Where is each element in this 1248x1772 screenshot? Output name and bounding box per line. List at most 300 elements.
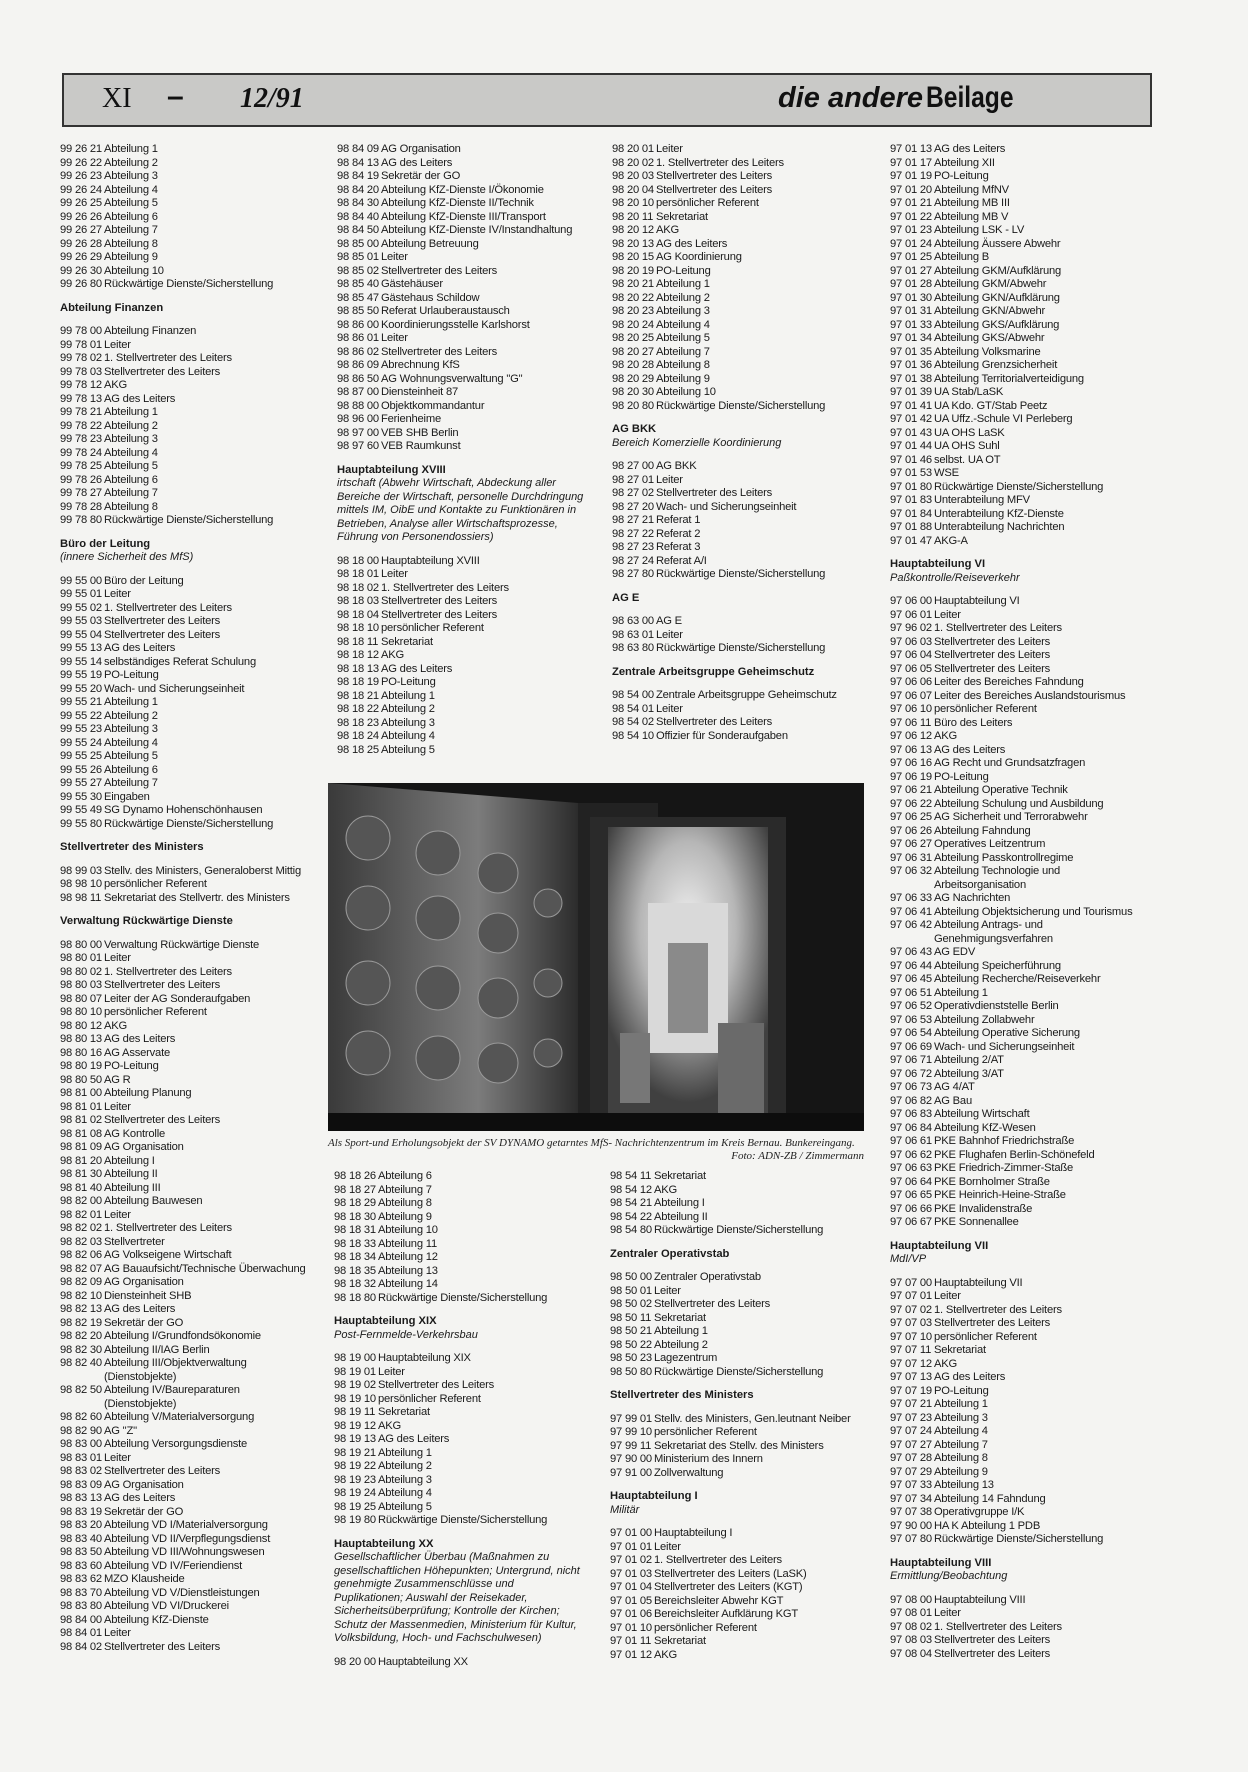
entry-label: Abteilung GKM/Abwehr xyxy=(934,278,1047,290)
entry-label: Stellv. des Ministers, Gen.leutnant Neiber xyxy=(654,1412,851,1425)
entry-label: Rückwärtige Dienste/Sicherstellung xyxy=(104,278,274,290)
entry-label: Abteilung II xyxy=(104,1168,158,1180)
entry-code: 98 88 00 xyxy=(337,399,379,412)
directory-entry xyxy=(890,400,1140,414)
section-subtitle: Paßkontrolle/Reiseverkehr xyxy=(890,571,1020,584)
entry-label: Abteilung 9 xyxy=(104,251,158,263)
section-heading: Hauptabteilung VI xyxy=(890,558,986,570)
entry-label: Hauptabteilung VIII xyxy=(934,1593,1026,1606)
entry-code: 97 06 61 xyxy=(890,1135,932,1147)
entry-label: Leiter xyxy=(104,1627,131,1639)
entry-code: 98 82 19 xyxy=(60,1316,102,1329)
entry-label: AG Koordinierung xyxy=(656,251,742,263)
directory-entry xyxy=(890,1122,1140,1136)
directory-entry xyxy=(612,541,862,555)
entry-code: 98 27 20 xyxy=(612,500,654,513)
entry-code: 97 06 62 xyxy=(890,1148,932,1161)
directory-entry xyxy=(60,1519,310,1533)
directory-entry xyxy=(610,1366,860,1380)
entry-label: Leiter der AG Sonderaufgaben xyxy=(104,992,251,1005)
entry-code: 98 86 01 xyxy=(337,332,379,344)
entry-label: PO-Leitung xyxy=(934,1384,989,1397)
entry-label: Abteilung 3 xyxy=(104,433,158,445)
entry-code: 97 91 00 xyxy=(610,1466,652,1479)
directory-entry xyxy=(890,1068,1140,1082)
directory-entry xyxy=(610,1527,860,1541)
entry-label: Abteilung 1 xyxy=(934,1398,988,1410)
directory-entry xyxy=(337,224,587,238)
entry-label: Abteilung 9 xyxy=(378,1210,432,1223)
directory-entry xyxy=(890,730,1140,744)
directory-entry xyxy=(612,278,862,292)
entry-label: Zollverwaltung xyxy=(654,1466,724,1479)
entry-code: 98 83 13 xyxy=(60,1492,102,1504)
entry-code: 98 81 20 xyxy=(60,1154,102,1167)
entry-code: 98 83 09 xyxy=(60,1478,102,1491)
entry-code: 99 55 03 xyxy=(60,615,102,627)
entry-code: 98 82 03 xyxy=(60,1235,102,1248)
directory-entry xyxy=(60,339,310,353)
entry-label: Abteilung 14 Fahndung xyxy=(934,1492,1046,1505)
entry-label: AG R xyxy=(104,1073,131,1086)
entry-label: Abteilung Wirtschaft xyxy=(934,1108,1030,1120)
entry-label: Abteilung 2 xyxy=(104,156,158,169)
directory-entry xyxy=(890,1520,1140,1534)
directory-entry xyxy=(60,1344,310,1358)
directory-entry xyxy=(334,1501,584,1515)
entry-label: 1. Stellvertreter des Leiters xyxy=(934,1620,1062,1633)
entry-code: 98 27 24 xyxy=(612,554,654,567)
entry-label: 1. Stellvertreter des Leiters xyxy=(104,1222,232,1234)
entry-code: 98 82 09 xyxy=(60,1276,102,1288)
entry-code: 97 08 01 xyxy=(890,1607,932,1619)
entry-label: Rückwärtige Dienste/Sicherstellung xyxy=(654,1224,824,1236)
section-heading: Hauptabteilung XX xyxy=(334,1537,434,1550)
entry-code: 97 01 20 xyxy=(890,183,932,196)
entry-label: Lagezentrum xyxy=(654,1352,718,1364)
entry-label: Sekretariat xyxy=(654,1311,706,1324)
entry-label: Sekretariat xyxy=(381,635,433,648)
directory-entry xyxy=(890,717,1140,731)
entry-label: Abteilung 8 xyxy=(104,500,158,513)
directory-entry xyxy=(60,615,310,629)
entry-code: 98 80 01 xyxy=(60,952,102,964)
entry-code: 97 01 10 xyxy=(610,1621,652,1634)
entry-label: UA Uffz.-Schule VI Perleberg xyxy=(934,413,1073,425)
entry-code: 99 78 27 xyxy=(60,487,102,499)
entry-label: Leiter xyxy=(656,473,683,486)
entry-code: 98 83 70 xyxy=(60,1586,102,1599)
entry-code: 98 20 19 xyxy=(612,264,654,277)
entry-label: Stellvertreter des Leiters xyxy=(656,170,773,182)
directory-entry xyxy=(60,278,310,292)
directory-entry xyxy=(890,305,1140,319)
entry-code: 99 55 22 xyxy=(60,709,102,722)
directory-entry xyxy=(60,514,310,528)
directory-entry xyxy=(60,251,310,265)
entry-label: persönlicher Referent xyxy=(934,1330,1037,1343)
page-number: XI xyxy=(102,83,132,114)
entry-label: Objektkommandantur xyxy=(381,399,485,412)
entry-code: 98 82 10 xyxy=(60,1289,102,1302)
entry-label: Leiter xyxy=(104,1208,131,1221)
entry-code: 98 83 19 xyxy=(60,1505,102,1518)
entry-label: Abteilung I xyxy=(654,1197,705,1209)
directory-entry xyxy=(337,703,587,717)
directory-entry xyxy=(890,1203,1140,1217)
directory-entry xyxy=(890,649,1140,663)
section-heading: Hauptabteilung VII xyxy=(890,1239,989,1252)
directory-entry xyxy=(890,1014,1140,1028)
directory-entry xyxy=(890,1385,1140,1399)
entry-code: 98 27 23 xyxy=(612,541,654,553)
entry-code: 98 81 01 xyxy=(60,1100,102,1113)
entry-code: 98 50 02 xyxy=(610,1298,652,1310)
publication-name: die andere xyxy=(778,82,924,114)
entry-code: 99 78 13 xyxy=(60,392,102,405)
entry-label: UA Stab/LaSK xyxy=(934,386,1004,398)
entry-label: Unterabteilung Nachrichten xyxy=(934,521,1065,533)
entry-label: Stellvertreter des Leiters xyxy=(934,635,1051,648)
entry-label: Abteilung Fahndung xyxy=(934,824,1031,837)
directory-entry xyxy=(890,933,1140,947)
directory-entry xyxy=(60,764,310,778)
directory-entry xyxy=(890,224,1140,238)
entry-code: 97 06 00 xyxy=(890,595,932,607)
directory-entry xyxy=(890,1398,1140,1412)
entry-label: PKE Bahnhof Friedrichstraße xyxy=(934,1135,1075,1147)
directory-entry xyxy=(60,501,310,515)
directory-entry xyxy=(890,825,1140,839)
entry-label: Abteilung Passkontrollregime xyxy=(934,851,1074,864)
entry-label: Leiter xyxy=(104,952,131,964)
directory-entry xyxy=(60,642,310,656)
directory-entry xyxy=(334,1393,584,1407)
entry-label: Abteilung 4 xyxy=(378,1487,432,1499)
entry-label: Abteilung 1 xyxy=(934,986,988,999)
entry-code: 98 83 00 xyxy=(60,1438,102,1450)
directory-entry xyxy=(610,1541,860,1555)
directory-entry xyxy=(337,143,587,157)
directory-entry xyxy=(337,609,587,623)
directory-entry xyxy=(337,595,587,609)
entry-code: 98 18 00 xyxy=(337,554,379,567)
entry-code: 98 82 30 xyxy=(60,1343,102,1356)
entry-code: 98 20 13 xyxy=(612,237,654,250)
entry-code: 98 83 01 xyxy=(60,1451,102,1464)
entry-code: 98 84 00 xyxy=(60,1613,102,1626)
entry-label: AKG-A xyxy=(934,534,968,547)
entry-label: (Dienstobjekte) xyxy=(104,1397,177,1410)
entry-code: 97 01 02 xyxy=(610,1554,652,1566)
directory-entry xyxy=(334,1406,584,1420)
directory-entry xyxy=(60,737,310,751)
directory-entry xyxy=(610,1271,860,1285)
directory-entry xyxy=(337,400,587,414)
directory-entry xyxy=(337,568,587,582)
entry-label: Stellvertreter des Leiters xyxy=(934,1317,1051,1329)
entry-code: 98 82 07 xyxy=(60,1262,102,1275)
directory-entry xyxy=(612,238,862,252)
entry-label: Abteilung VD VI/Druckerei xyxy=(104,1600,229,1612)
entry-label: Leiter xyxy=(656,628,683,641)
entry-code: 97 07 19 xyxy=(890,1384,932,1397)
entry-code: 97 01 47 xyxy=(890,534,932,547)
entry-label: Abteilung Grenzsicherheit xyxy=(934,359,1058,371)
directory-entry xyxy=(337,265,587,279)
entry-code: 97 06 63 xyxy=(890,1162,932,1174)
directory-entry xyxy=(337,730,587,744)
entry-code: 98 82 00 xyxy=(60,1195,102,1207)
entry-code: 98 84 19 xyxy=(337,170,379,182)
entry-label: PO-Leitung xyxy=(381,676,436,688)
entry-label: Referat 3 xyxy=(656,541,701,553)
entry-label: Wach- und Sicherungseinheit xyxy=(656,500,797,513)
directory-entry xyxy=(60,777,310,791)
directory-entry xyxy=(337,292,587,306)
entry-label: UA OHS Suhl xyxy=(934,440,1000,452)
entry-label: Abteilung Volksmarine xyxy=(934,345,1041,358)
entry-label: Sekretariat des Stellv. des Ministers xyxy=(654,1439,824,1452)
entry-code: 98 19 10 xyxy=(334,1392,376,1405)
entry-label: Abteilung 2 xyxy=(656,291,710,304)
entry-code: 98 85 47 xyxy=(337,291,379,304)
entry-code: 99 78 22 xyxy=(60,419,102,432)
entry-code: 98 63 00 xyxy=(612,615,654,627)
entry-code: 97 01 17 xyxy=(890,156,932,169)
entry-label: HA K Abteilung 1 PDB xyxy=(934,1519,1041,1532)
directory-entry xyxy=(612,373,862,387)
entry-label: Genehmigungsverfahren xyxy=(934,932,1053,945)
entry-code: 98 54 02 xyxy=(612,716,654,728)
directory-entry xyxy=(334,1170,584,1184)
directory-entry xyxy=(334,1265,584,1279)
directory-entry xyxy=(60,1141,310,1155)
entry-label: AG des Leiters xyxy=(381,156,453,169)
directory-entry xyxy=(60,696,310,710)
directory-entry xyxy=(612,292,862,306)
directory-entry xyxy=(334,1238,584,1252)
entry-label: UA Kdo. GT/Stab Peetz xyxy=(934,399,1048,412)
entry-label: Abteilung 4 xyxy=(104,446,158,459)
directory-entry xyxy=(610,1635,860,1649)
directory-entry xyxy=(60,1074,310,1088)
directory-entry xyxy=(60,352,310,366)
entry-code: 97 01 27 xyxy=(890,264,932,277)
column-2 xyxy=(337,143,587,757)
entry-label: Abteilung 1 xyxy=(656,278,710,290)
entry-label: Stellvertreter des Leiters xyxy=(104,1640,221,1653)
entry-label: Rückwärtige Dienste/Sicherstellung xyxy=(378,1514,548,1526)
entry-code: 97 06 66 xyxy=(890,1202,932,1215)
directory-entry xyxy=(60,1047,310,1061)
entry-code: 98 54 21 xyxy=(610,1197,652,1209)
entry-code: 98 50 11 xyxy=(610,1311,652,1324)
entry-label: AKG xyxy=(656,224,680,236)
entry-label: Abteilung 7 xyxy=(934,1438,988,1451)
entry-label: Abteilung Betreuung xyxy=(381,237,479,250)
entry-code: 97 01 30 xyxy=(890,291,932,304)
entry-code: 98 18 31 xyxy=(334,1224,376,1236)
section-subtitle: irtschaft (Abwehr Wirtschaft, Abdeckung aller Bereiche der Wirtschaft, personelle Durchdringung mittels IM, OibE und Kontakte zu Funktionären in Betrieben, Analyse aller Wirtschaftsprozesse, Führung von Personendossiers) xyxy=(337,477,584,543)
entry-code: 97 06 82 xyxy=(890,1094,932,1107)
directory-entry xyxy=(890,1493,1140,1507)
photo-caption xyxy=(328,1137,864,1163)
directory-entry xyxy=(334,1433,584,1447)
entry-code: 98 27 00 xyxy=(612,460,654,472)
directory-entry xyxy=(60,1060,310,1074)
entry-label: AKG xyxy=(654,1183,678,1196)
entry-code: 98 18 80 xyxy=(334,1291,376,1304)
entry-code: 98 54 00 xyxy=(612,689,654,701)
entry-label: Leiter xyxy=(381,332,408,344)
entry-label: Abteilung Territorialverteidigung xyxy=(934,372,1084,385)
entry-code: 98 18 27 xyxy=(334,1183,376,1196)
entry-label: AG des Leiters xyxy=(104,392,176,405)
directory-entry xyxy=(890,946,1140,960)
entry-code: 98 27 21 xyxy=(612,514,654,526)
entry-code: 98 83 40 xyxy=(60,1532,102,1545)
header-dash: – xyxy=(167,80,184,113)
directory-entry xyxy=(890,663,1140,677)
entry-label: Abteilung 3 xyxy=(104,170,158,182)
directory-entry xyxy=(337,359,587,373)
directory-entry xyxy=(890,595,1140,609)
directory-entry xyxy=(890,1108,1140,1122)
entry-label: Abteilung KfZ-Dienste II/Technik xyxy=(381,197,534,209)
entry-code: 98 50 22 xyxy=(610,1338,652,1351)
entry-code: 99 55 24 xyxy=(60,736,102,749)
directory-entry xyxy=(60,1168,310,1182)
entry-code: 99 55 21 xyxy=(60,696,102,708)
entry-label: Abteilung Objektsicherung und Tourismus xyxy=(934,905,1133,918)
entry-code: 98 82 06 xyxy=(60,1249,102,1261)
entry-label: Rückwärtige Dienste/Sicherstellung xyxy=(656,568,826,580)
directory-entry xyxy=(890,494,1140,508)
section-subtitle: Ermittlung/Beobachtung xyxy=(890,1570,1008,1582)
directory-entry xyxy=(60,1290,310,1304)
directory-entry xyxy=(334,1352,584,1366)
directory-entry xyxy=(610,1554,860,1568)
entry-code: 98 18 26 xyxy=(334,1170,376,1182)
entry-label: Wach- und Sicherungseinheit xyxy=(104,682,245,695)
entry-code: 98 19 13 xyxy=(334,1433,376,1445)
entry-label: Abteilung GKS/Aufklärung xyxy=(934,318,1060,331)
directory-entry xyxy=(612,197,862,211)
directory-entry xyxy=(890,1358,1140,1372)
entry-label: Abteilung 5 xyxy=(656,332,710,344)
directory-entry xyxy=(890,1607,1140,1621)
entry-code: 99 78 21 xyxy=(60,406,102,418)
entry-code: 97 06 06 xyxy=(890,676,932,688)
entry-code: 98 19 00 xyxy=(334,1352,376,1364)
entry-label: Abteilung 2 xyxy=(654,1338,708,1351)
entry-code: 99 55 26 xyxy=(60,763,102,776)
entry-code: 99 78 28 xyxy=(60,500,102,513)
entry-label: Leiter xyxy=(381,568,408,580)
entry-code: 97 01 33 xyxy=(890,318,932,331)
entry-code: 97 01 04 xyxy=(610,1581,652,1593)
directory-entry xyxy=(60,157,310,171)
entry-label: Abteilung 1 xyxy=(381,689,435,702)
directory-entry xyxy=(890,852,1140,866)
directory-entry xyxy=(612,170,862,184)
directory-entry xyxy=(612,642,862,656)
directory-entry xyxy=(60,184,310,198)
entry-code: 98 19 23 xyxy=(334,1473,376,1486)
entry-label: AG Organisation xyxy=(104,1141,184,1153)
directory-entry xyxy=(890,508,1140,522)
entry-label: Zentrale Arbeitsgruppe Geheimschutz xyxy=(656,689,837,701)
directory-entry xyxy=(60,1465,310,1479)
entry-code: 98 87 00 xyxy=(337,386,379,398)
entry-code: 98 20 25 xyxy=(612,332,654,344)
entry-code: 98 81 08 xyxy=(60,1127,102,1140)
entry-label: Ministerium des Innern xyxy=(654,1453,763,1465)
entry-code: 98 20 10 xyxy=(612,197,654,209)
entry-label: Unterabteilung KfZ-Dienste xyxy=(934,507,1064,520)
entry-code: 98 27 02 xyxy=(612,487,654,499)
entry-label: Abteilung 9 xyxy=(656,372,710,385)
entry-code: 97 07 21 xyxy=(890,1398,932,1410)
entry-code: 97 01 28 xyxy=(890,278,932,290)
directory-entry xyxy=(890,1466,1140,1480)
directory-entry xyxy=(337,622,587,636)
entry-code: 98 18 10 xyxy=(337,622,379,634)
directory-entry xyxy=(890,467,1140,481)
entry-label: Abteilung IV/Baureparaturen xyxy=(104,1384,240,1396)
directory-entry xyxy=(60,325,310,339)
entry-code: 98 18 25 xyxy=(337,743,379,756)
entry-code: 99 26 22 xyxy=(60,156,102,169)
entry-label: Abteilung Schulung und Ausbildung xyxy=(934,797,1104,810)
entry-code: 98 82 20 xyxy=(60,1330,102,1342)
entry-label: Abteilung III xyxy=(104,1181,161,1194)
directory-entry xyxy=(60,1641,310,1655)
entry-code: 98 18 02 xyxy=(337,581,379,594)
entry-label: PKE Heinrich-Heine-Straße xyxy=(934,1189,1066,1201)
entry-code: 99 55 30 xyxy=(60,790,102,803)
directory-entry xyxy=(610,1440,860,1454)
entry-label: Stellvertreter des Leiters xyxy=(381,264,498,277)
directory-entry xyxy=(60,1020,310,1034)
entry-code: 98 82 50 xyxy=(60,1384,102,1396)
entry-label: Rückwärtige Dienste/Sicherstellung xyxy=(104,817,274,830)
directory-entry xyxy=(337,332,587,346)
entry-label: Rückwärtige Dienste/Sicherstellung xyxy=(378,1291,548,1304)
directory-entry xyxy=(890,1027,1140,1041)
entry-label: Abteilung 2/AT xyxy=(934,1054,1004,1066)
entry-label: AG Bau xyxy=(934,1094,972,1107)
directory-entry xyxy=(890,346,1140,360)
entry-label: Leiter xyxy=(654,1284,681,1297)
directory-entry xyxy=(890,636,1140,650)
entry-code: 97 99 10 xyxy=(610,1426,652,1438)
entry-label: Abteilung Finanzen xyxy=(104,325,197,337)
directory-entry xyxy=(60,1155,310,1169)
entry-label: Abteilung 4 xyxy=(934,1425,988,1437)
entry-label: Abteilung GKS/Abwehr xyxy=(934,332,1045,344)
directory-entry xyxy=(890,987,1140,1001)
entry-code: 98 54 22 xyxy=(610,1210,652,1223)
directory-entry xyxy=(334,1379,584,1393)
page-header xyxy=(62,73,1152,127)
directory-entry xyxy=(337,676,587,690)
directory-entry xyxy=(60,487,310,501)
entry-label: Abteilung 1 xyxy=(104,406,158,418)
entry-label: AG Sicherheit und Terrorabwehr xyxy=(934,811,1088,823)
section-heading: Verwaltung Rückwärtige Dienste xyxy=(60,915,233,927)
